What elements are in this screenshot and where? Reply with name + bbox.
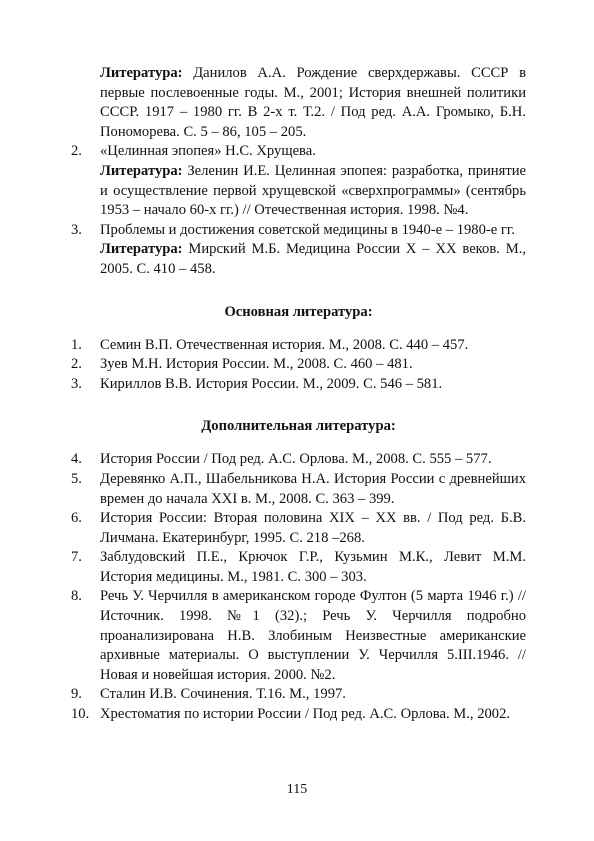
topic-1-continuation bbox=[71, 64, 526, 142]
item-number: 2. bbox=[71, 356, 82, 373]
item-text: История России: Вторая половина XIX – XX вв. / Под ред. Б.В. Личмана. Екатеринбург, 1995. С. 218 –268. bbox=[100, 510, 526, 546]
page-content bbox=[71, 64, 526, 725]
item-text: Деревянко А.П., Шабельникова Н.А. История России с древнейших времен до начала XXI в. М., 2008. С. 363 – 399. bbox=[100, 470, 526, 507]
page-number: 115 bbox=[286, 782, 308, 797]
literature-text: Данилов А.А. Рождение сверхдержавы. СССР в первые послевоенные годы. М., 2001; История внешней политики СССР. 1917 – 1980 гг. В 2-х т. Т.2. / Под ред. А.А. Громыко, Б.Н. Пономорева. С. 5 – 86, 105 – 205. bbox=[100, 65, 526, 140]
item-number: 7. bbox=[71, 549, 82, 566]
list-item bbox=[71, 509, 526, 548]
topic-number: 2. bbox=[71, 143, 82, 160]
item-number: 8. bbox=[71, 588, 82, 605]
additional-literature-list bbox=[71, 450, 526, 724]
topic-literature bbox=[100, 64, 526, 142]
item-number: 6. bbox=[71, 510, 82, 527]
topic-3 bbox=[71, 221, 526, 280]
topic-number: 3. bbox=[71, 221, 82, 238]
item-text: Заблудовский П.Е., Крючок Г.Р., Кузьмин М.К., Левит М.М. История медицины. М., 1981. С. 300 – 303. bbox=[100, 549, 526, 585]
list-item bbox=[71, 355, 526, 375]
literature-text: Зеленин И.Е. Целинная эпопея: разработка, принятие и осуществление первой хрущевской «сверхпрограммы» (сентябрь 1953 – начало 60-х гг.) // Отечественная история. 1998. №4. bbox=[100, 162, 526, 219]
item-number: 3. bbox=[71, 375, 82, 392]
list-item bbox=[71, 685, 526, 705]
literature-text: Мирский М.Б. Медицина России X – XX веков. М., 2005. С. 410 – 458. bbox=[100, 241, 526, 277]
item-number: 5. bbox=[71, 470, 82, 487]
item-text: Кириллов В.В. История России. М., 2009. С. 546 – 581. bbox=[100, 375, 443, 392]
topic-2 bbox=[71, 142, 526, 220]
item-number: 1. bbox=[71, 336, 82, 353]
item-text: Сталин И.В. Сочинения. Т.16. М., 1997. bbox=[100, 686, 346, 703]
item-number: 10. bbox=[71, 706, 90, 723]
list-item bbox=[71, 336, 526, 356]
literature-label: Литература: bbox=[100, 162, 183, 179]
list-item bbox=[71, 450, 526, 470]
item-text: Зуев М.Н. История России. М., 2008. С. 460 – 481. bbox=[100, 356, 413, 373]
list-item bbox=[71, 705, 526, 725]
list-item bbox=[71, 548, 526, 587]
topic-literature bbox=[100, 162, 526, 221]
topic-title: «Целинная эпопея» Н.С. Хрущева. bbox=[100, 143, 316, 160]
additional-literature-heading: Дополнительная литература: bbox=[201, 418, 396, 435]
literature-label: Литература: bbox=[100, 65, 183, 81]
item-number: 9. bbox=[71, 686, 82, 703]
list-item bbox=[71, 587, 526, 685]
list-item bbox=[71, 470, 526, 509]
topic-literature bbox=[100, 240, 526, 279]
item-text: Семин В.П. Отечественная история. М., 2008. С. 440 – 457. bbox=[100, 336, 469, 353]
topic-title: Проблемы и достижения советской медицины в 1940-е – 1980-е гг. bbox=[100, 221, 515, 238]
main-literature-list bbox=[71, 336, 526, 395]
main-literature-heading: Основная литература: bbox=[224, 303, 373, 320]
list-item bbox=[71, 375, 526, 395]
item-text: Речь У. Черчилля в американском городе Фултон (5 марта 1946 г.) // Источник. 1998. №1 (32).; Речь У. Черчилля подробно проанализирована Н.В. Злобиным Неизвестные американские архивные материалы. О выступлении У. Черчилля 5.III.1946. // Новая и новейшая история. 2000. №2. bbox=[100, 588, 526, 683]
item-number: 4. bbox=[71, 451, 82, 468]
item-text: История России / Под ред. А.С. Орлова. М., 2008. С. 555 – 577. bbox=[100, 451, 492, 468]
literature-label: Литература: bbox=[100, 241, 183, 258]
item-text: Хрестоматия по истории России / Под ред. А.С. Орлова. М., 2002. bbox=[100, 706, 511, 723]
